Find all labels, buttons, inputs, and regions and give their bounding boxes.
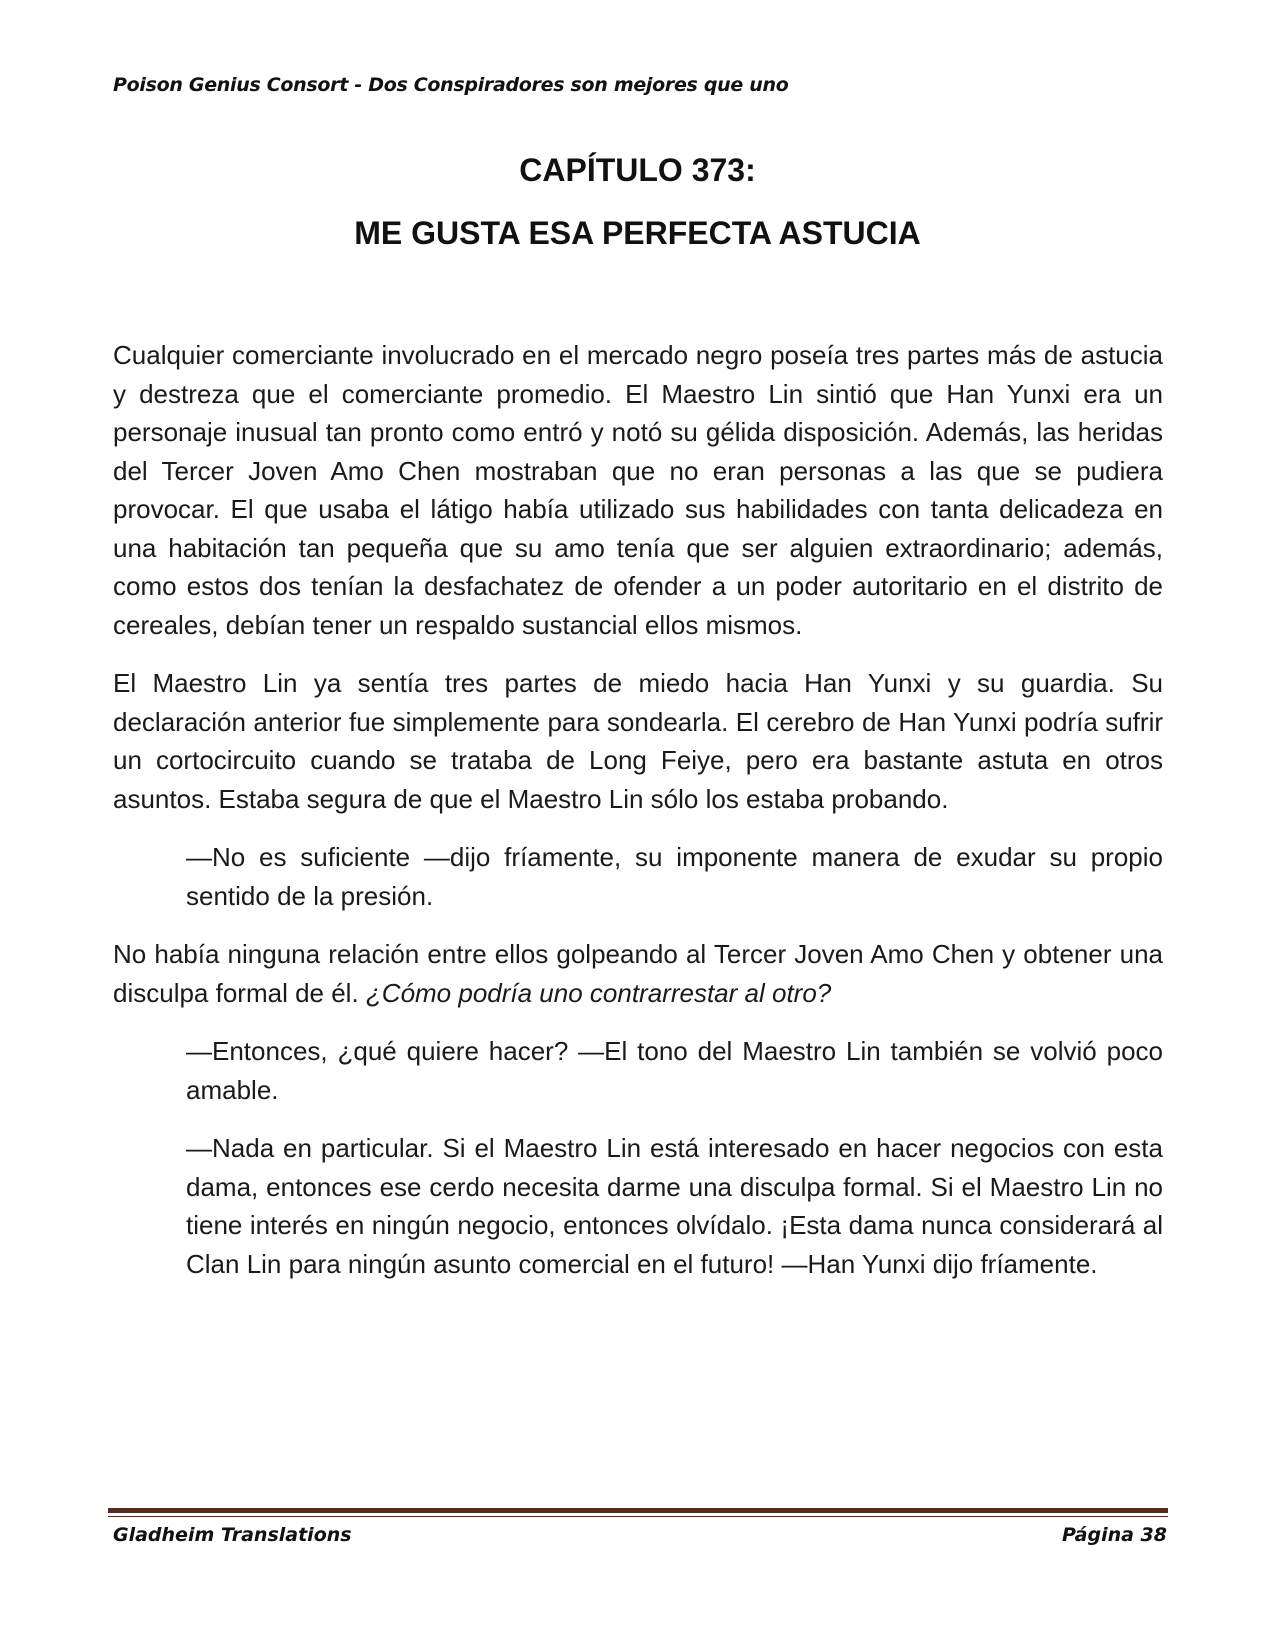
dialogue-paragraph: —Nada en particular. Si el Maestro Lin está interesado en hacer negocios con esta dama, entonces ese cerdo necesita darme una disculpa formal. Si el Maestro Lin no tiene interés en ningún negocio, entonces olvídalo. ¡Esta dama nunca considerará al Clan Lin para ningún asunto comercial en el futuro! —Han Yunxi dijo fríamente. [186,1133,1163,1279]
paragraph-text: No había ninguna relación entre ellos golpeando al Tercer Joven Amo Chen y obtener una disculpa formal de él. [113,939,1163,1008]
footer-rule-thin [108,1516,1168,1517]
dialogue-paragraph: —No es suficiente —dijo fríamente, su imponente manera de exudar su propio sentido de la presión. [186,842,1163,911]
paragraph: Cualquier comerciante involucrado en el mercado negro poseía tres partes más de astucia y destreza que el comerciante promedio. El Maestro Lin sintió que Han Yunxi era un personaje inusual tan pronto como entró y notó su gélida disposición. Además, las heridas del Tercer Joven Amo Chen mostraban que no eran personas a las que se pudiera provocar. El que usaba el látigo había utilizado sus habilidades con tanta delicadeza en una habitación tan pequeña que su amo tenía que ser alguien extraordinario; además, como estos dos tenían la desfachatez de ofender a un poder autoritario en el distrito de cereales, debían tener un respaldo sustancial ellos mismos. [113,340,1163,640]
footer-publisher: Gladheim Translations [113,1524,352,1546]
body-text [113,336,1163,1303]
paragraph: El Maestro Lin ya sentía tres partes de miedo hacia Han Yunxi y su guardia. Su declaración anterior fue simplemente para sondearla. El cerebro de Han Yunxi podría sufrir un cortocircuito cuando se trataba de Long Feiye, pero era bastante astuta en otros asuntos. Estaba segura de que el Maestro Lin sólo los estaba probando. [113,668,1163,814]
chapter-title: ME GUSTA ESA PERFECTA ASTUCIA [354,215,921,251]
chapter-number: CAPÍTULO 373: [519,152,756,188]
italic-thought: ¿Cómo podría uno contrarrestar al otro? [365,977,832,1008]
running-header: Poison Genius Consort - Dos Conspiradores son mejores que uno [113,74,789,96]
footer-rule [108,1508,1168,1513]
dialogue-paragraph: —Entonces, ¿qué quiere hacer? —El tono del Maestro Lin también se volvió poco amable. [186,1036,1163,1105]
paragraph [113,935,1163,1012]
page-number: Página 38 [1061,1524,1167,1546]
